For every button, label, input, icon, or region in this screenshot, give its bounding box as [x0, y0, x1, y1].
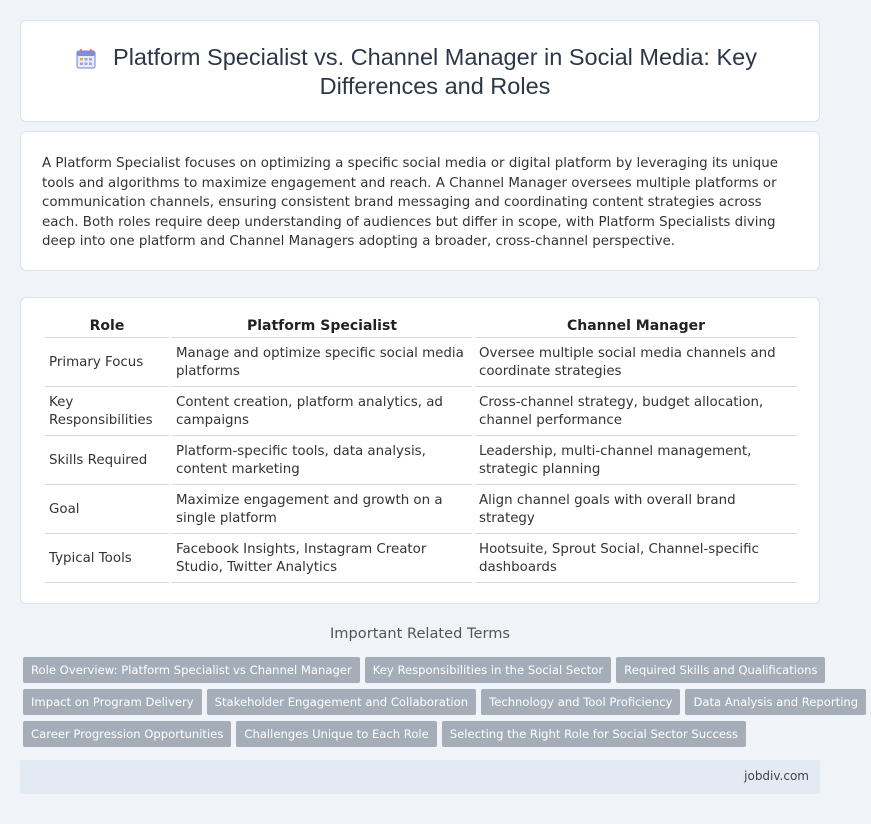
tag-stakeholder-engagement[interactable]: Stakeholder Engagement and Collaboration	[207, 689, 476, 715]
tag-career-progression[interactable]: Career Progression Opportunities	[23, 721, 231, 747]
related-terms-heading: Important Related Terms	[329, 625, 511, 642]
tag-data-analysis[interactable]: Data Analysis and Reporting	[685, 689, 866, 715]
header-platform-specialist: Platform Specialist	[172, 314, 472, 338]
related-terms-tags	[23, 657, 859, 753]
row-channel-manager: Oversee multiple social media channels and coordinate strategies	[475, 338, 797, 387]
row-role: Primary Focus	[45, 338, 169, 387]
tag-selecting-right-role[interactable]: Selecting the Right Role for Social Sector Success	[442, 721, 746, 747]
page-title: Platform Specialist vs. Channel Manager in Social Media: Key Differences and Roles	[113, 44, 757, 99]
row-channel-manager: Align channel goals with overall brand strategy	[475, 485, 797, 534]
tag-row	[23, 689, 859, 721]
intro-card	[20, 131, 820, 271]
row-channel-manager: Hootsuite, Sprout Social, Channel-specific dashboards	[475, 534, 797, 583]
tag-impact-program-delivery[interactable]: Impact on Program Delivery	[23, 689, 202, 715]
table-row	[45, 338, 797, 387]
row-platform-specialist: Platform-specific tools, data analysis, content marketing	[172, 436, 472, 485]
tag-row	[23, 657, 823, 689]
header-role: Role	[45, 314, 169, 338]
row-role: Skills Required	[45, 436, 169, 485]
row-role: Key Responsibilities	[45, 387, 169, 436]
tag-challenges[interactable]: Challenges Unique to Each Role	[236, 721, 436, 747]
title-card	[20, 20, 820, 122]
row-platform-specialist: Facebook Insights, Instagram Creator Studio, Twitter Analytics	[172, 534, 472, 583]
tag-required-skills[interactable]: Required Skills and Qualifications	[616, 657, 825, 683]
comparison-card	[20, 297, 820, 604]
row-role: Typical Tools	[45, 534, 169, 583]
row-role: Goal	[45, 485, 169, 534]
table-row	[45, 534, 797, 583]
intro-paragraph: A Platform Specialist focuses on optimizing a specific social media or digital platform by leveraging its unique tools and algorithms to maximize engagement and reach. A Channel Manager oversees multiple platforms or communication channels, ensuring consistent brand messaging and coordinating content strategies across each. Both roles require deep understanding of audiences but differ in scope, with Platform Specialists diving deep into one platform and Channel Managers adopting a broader, cross-channel perspective.	[42, 156, 778, 250]
header-channel-manager: Channel Manager	[475, 314, 797, 338]
row-channel-manager: Cross-channel strategy, budget allocation, channel performance	[475, 387, 797, 436]
tag-key-responsibilities[interactable]: Key Responsibilities in the Social Sector	[365, 657, 611, 683]
row-platform-specialist: Content creation, platform analytics, ad campaigns	[172, 387, 472, 436]
row-platform-specialist: Manage and optimize specific social media platforms	[172, 338, 472, 387]
table-row	[45, 485, 797, 534]
footer-site-link[interactable]: jobdiv.com	[744, 769, 809, 783]
row-channel-manager: Leadership, multi-channel management, strategic planning	[475, 436, 797, 485]
tag-row	[23, 721, 823, 753]
tag-role-overview[interactable]: Role Overview: Platform Specialist vs Channel Manager	[23, 657, 360, 683]
row-platform-specialist: Maximize engagement and growth on a single platform	[172, 485, 472, 534]
comparison-table	[42, 314, 800, 583]
footer	[20, 760, 820, 794]
table-row	[45, 387, 797, 436]
table-header-row	[45, 314, 797, 338]
tag-technology-proficiency[interactable]: Technology and Tool Proficiency	[481, 689, 680, 715]
table-row	[45, 436, 797, 485]
